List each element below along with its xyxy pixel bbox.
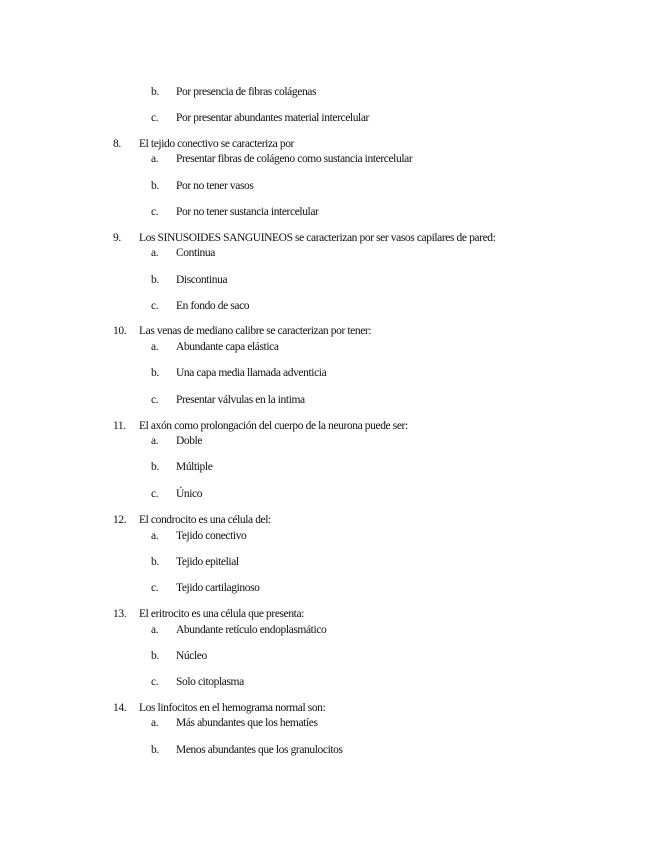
option-letter: a. xyxy=(151,341,159,353)
option-letter: a. xyxy=(151,530,159,542)
option-text: Único xyxy=(176,488,203,500)
question-number: 9. xyxy=(113,232,121,244)
option-text: Por no tener vasos xyxy=(176,180,254,192)
option-letter: b. xyxy=(151,744,159,756)
option-text: Menos abundantes que los granulocitos xyxy=(176,744,343,756)
option-text: Abundante capa elástica xyxy=(176,341,279,353)
option-text: Por presentar abundantes material intercelular xyxy=(176,112,369,124)
question-text: Las venas de mediano calibre se caracterizan por tener: xyxy=(139,325,372,337)
question-number: 14. xyxy=(113,702,127,714)
option-letter: c. xyxy=(151,488,159,500)
question-number: 8. xyxy=(113,138,121,150)
option-letter: b. xyxy=(151,367,159,379)
option-text: Tejido epitelial xyxy=(176,556,239,568)
option-letter: c. xyxy=(151,300,159,312)
option-text: Núcleo xyxy=(176,650,207,662)
option-letter: c. xyxy=(151,676,159,688)
option-letter: b. xyxy=(151,180,159,192)
option-text: Doble xyxy=(176,435,203,447)
option-letter: b. xyxy=(151,86,159,98)
option-text: Por presencia de fibras colágenas xyxy=(176,86,317,98)
question-number: 11. xyxy=(113,420,126,432)
question-number: 10. xyxy=(113,325,127,337)
option-letter: c. xyxy=(151,394,159,406)
option-text: Tejido conectivo xyxy=(176,530,247,542)
question-text: El axón como prolongación del cuerpo de la neurona puede ser: xyxy=(139,420,408,432)
option-text: Presentar fibras de colágeno como sustancia intercelular xyxy=(176,153,413,165)
question-number: 13. xyxy=(113,608,127,620)
question-number: 12. xyxy=(113,514,127,526)
option-text: En fondo de saco xyxy=(176,300,250,312)
option-text: Continua xyxy=(176,247,215,259)
option-text: Múltiple xyxy=(176,461,213,473)
option-letter: b. xyxy=(151,650,159,662)
option-letter: a. xyxy=(151,247,159,259)
option-letter: b. xyxy=(151,556,159,568)
option-letter: a. xyxy=(151,153,159,165)
option-letter: b. xyxy=(151,461,159,473)
question-text: El condrocito es una célula del: xyxy=(139,514,271,526)
option-letter: c. xyxy=(151,206,159,218)
option-letter: c. xyxy=(151,112,159,124)
option-letter: b. xyxy=(151,274,159,286)
option-text: Presentar válvulas en la intima xyxy=(176,394,305,406)
question-text: Los SINUSOIDES SANGUINEOS se caracterizan por ser vasos capilares de pared: xyxy=(139,232,496,244)
option-text: Por no tener sustancia intercelular xyxy=(176,206,319,218)
option-text: Tejido cartilaginoso xyxy=(176,582,260,594)
question-text: Los linfocitos en el hemograma normal son: xyxy=(139,702,326,714)
question-text: El tejido conectivo se caracteriza por xyxy=(139,138,294,150)
option-letter: c. xyxy=(151,582,159,594)
option-text: Solo citoplasma xyxy=(176,676,244,688)
option-letter: a. xyxy=(151,435,159,447)
option-text: Abundante retículo endoplasmático xyxy=(176,624,327,636)
option-text: Discontinua xyxy=(176,274,228,286)
option-letter: a. xyxy=(151,624,159,636)
option-letter: a. xyxy=(151,717,159,729)
option-text: Más abundantes que los hematíes xyxy=(176,717,318,729)
option-text: Una capa media llamada adventicia xyxy=(176,367,327,379)
question-text: El eritrocito es una célula que presenta: xyxy=(139,608,304,620)
